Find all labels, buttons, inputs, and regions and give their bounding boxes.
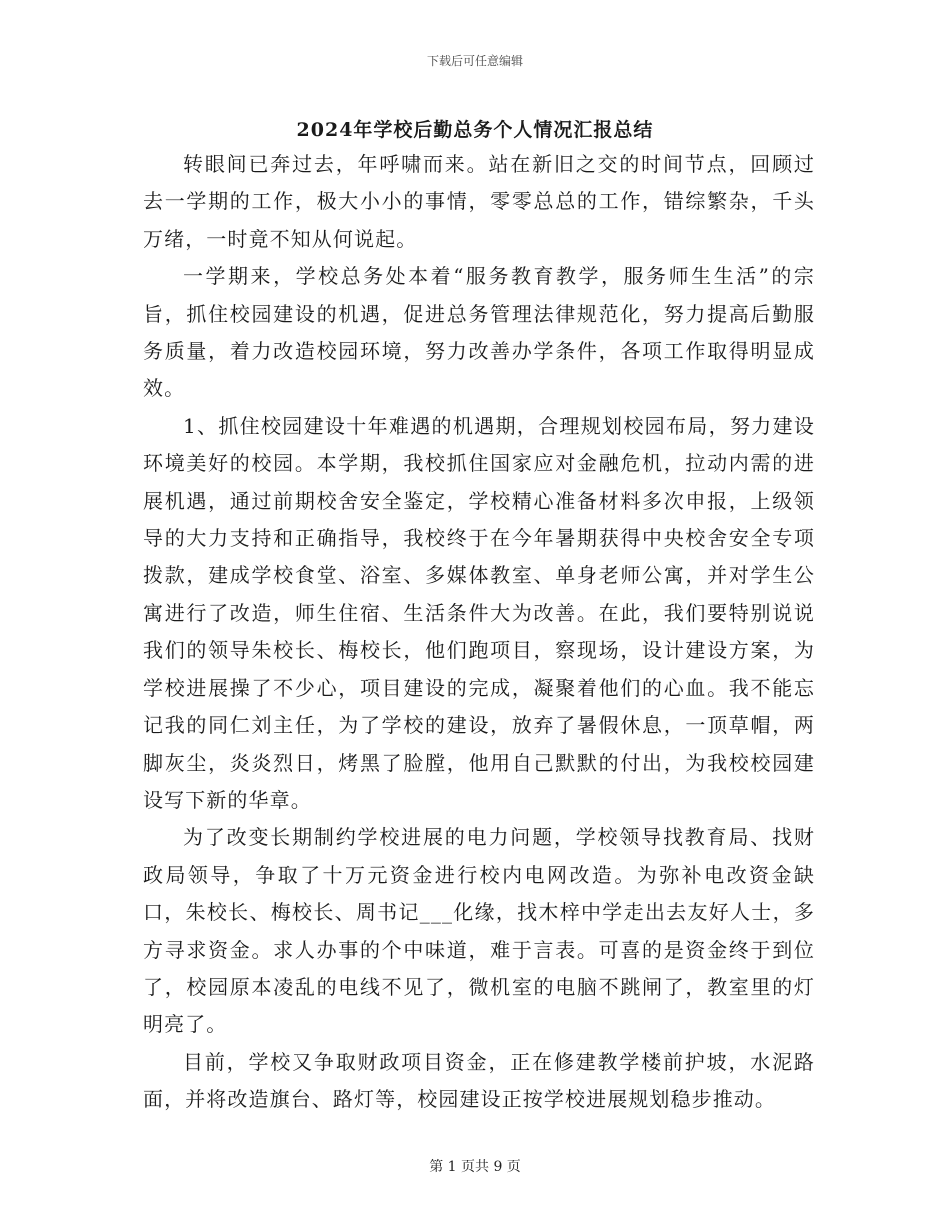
body-paragraph: 为了改变长期制约学校进展的电力问题，学校领导找教育局、找财政局领导，争取了十万元资金进行校内电网改造。为弥补电改资金缺口，朱校长、梅校长、周书记___化缘，找木梓中学走出去友好人士，多方寻求资金。求人办事的个中味道，难于言表。可喜的是资金终于到位了，校园原本凌乱的电线不见了，微机室的电脑不跳闸了，教室里的灯明亮了。	[143, 825, 815, 1037]
page-header-note: 下载后可任意编辑	[426, 54, 523, 68]
body-paragraph: 一学期来，学校总务处本着“服务教育教学，服务师生生活”的宗旨，抓住校园建设的机遇，促进总务管理法律规范化，努力提高后勤服务质量，着力改造校园环境，努力改善办学条件，各项工作取得明显成效。	[143, 264, 815, 401]
body-paragraph: 1、抓住校园建设十年难遇的机遇期，合理规划校园布局，努力建设环境美好的校园。本学期，我校抓住国家应对金融危机，拉动内需的进展机遇，通过前期校舍安全鉴定，学校精心准备材料多次申报，上级领导的大力支持和正确指导，我校终于在今年暑期获得中央校舍安全专项拨款，建成学校食堂、浴室、多媒体教室、单身老师公寓，并对学生公寓进行了改造，师生住宿、生活条件大为改善。在此，我们要特别说说我们的领导朱校长、梅校长，他们跑项目，察现场，设计建设方案，为学校进展操了不少心，项目建设的完成，凝聚着他们的心血。我不能忘记我的同仁刘主任，为了学校的建设，放弃了暑假休息，一顶草帽，两脚灰尘，炎炎烈日，烤黑了脸膛，他用自己默默的付出，为我校校园建设写下新的华章。	[143, 413, 815, 812]
document-body	[143, 146, 815, 1119]
document-title: 2024年学校后勤总务个人情况汇报总结	[296, 119, 654, 141]
body-paragraph: 转眼间已奔过去，年呼啸而来。站在新旧之交的时间节点，回顾过去一学期的工作，极大小小的事情，零零总总的工作，错综繁杂，千头万绪，一时竟不知从何说起。	[143, 152, 815, 251]
body-paragraph: 目前，学校又争取财政项目资金，正在修建教学楼前护坡，水泥路面，并将改造旗台、路灯等，校园建设正按学校进展规划稳步推动。	[143, 1049, 815, 1112]
page-footer-number: 第 1 页共 9 页	[429, 1159, 521, 1175]
